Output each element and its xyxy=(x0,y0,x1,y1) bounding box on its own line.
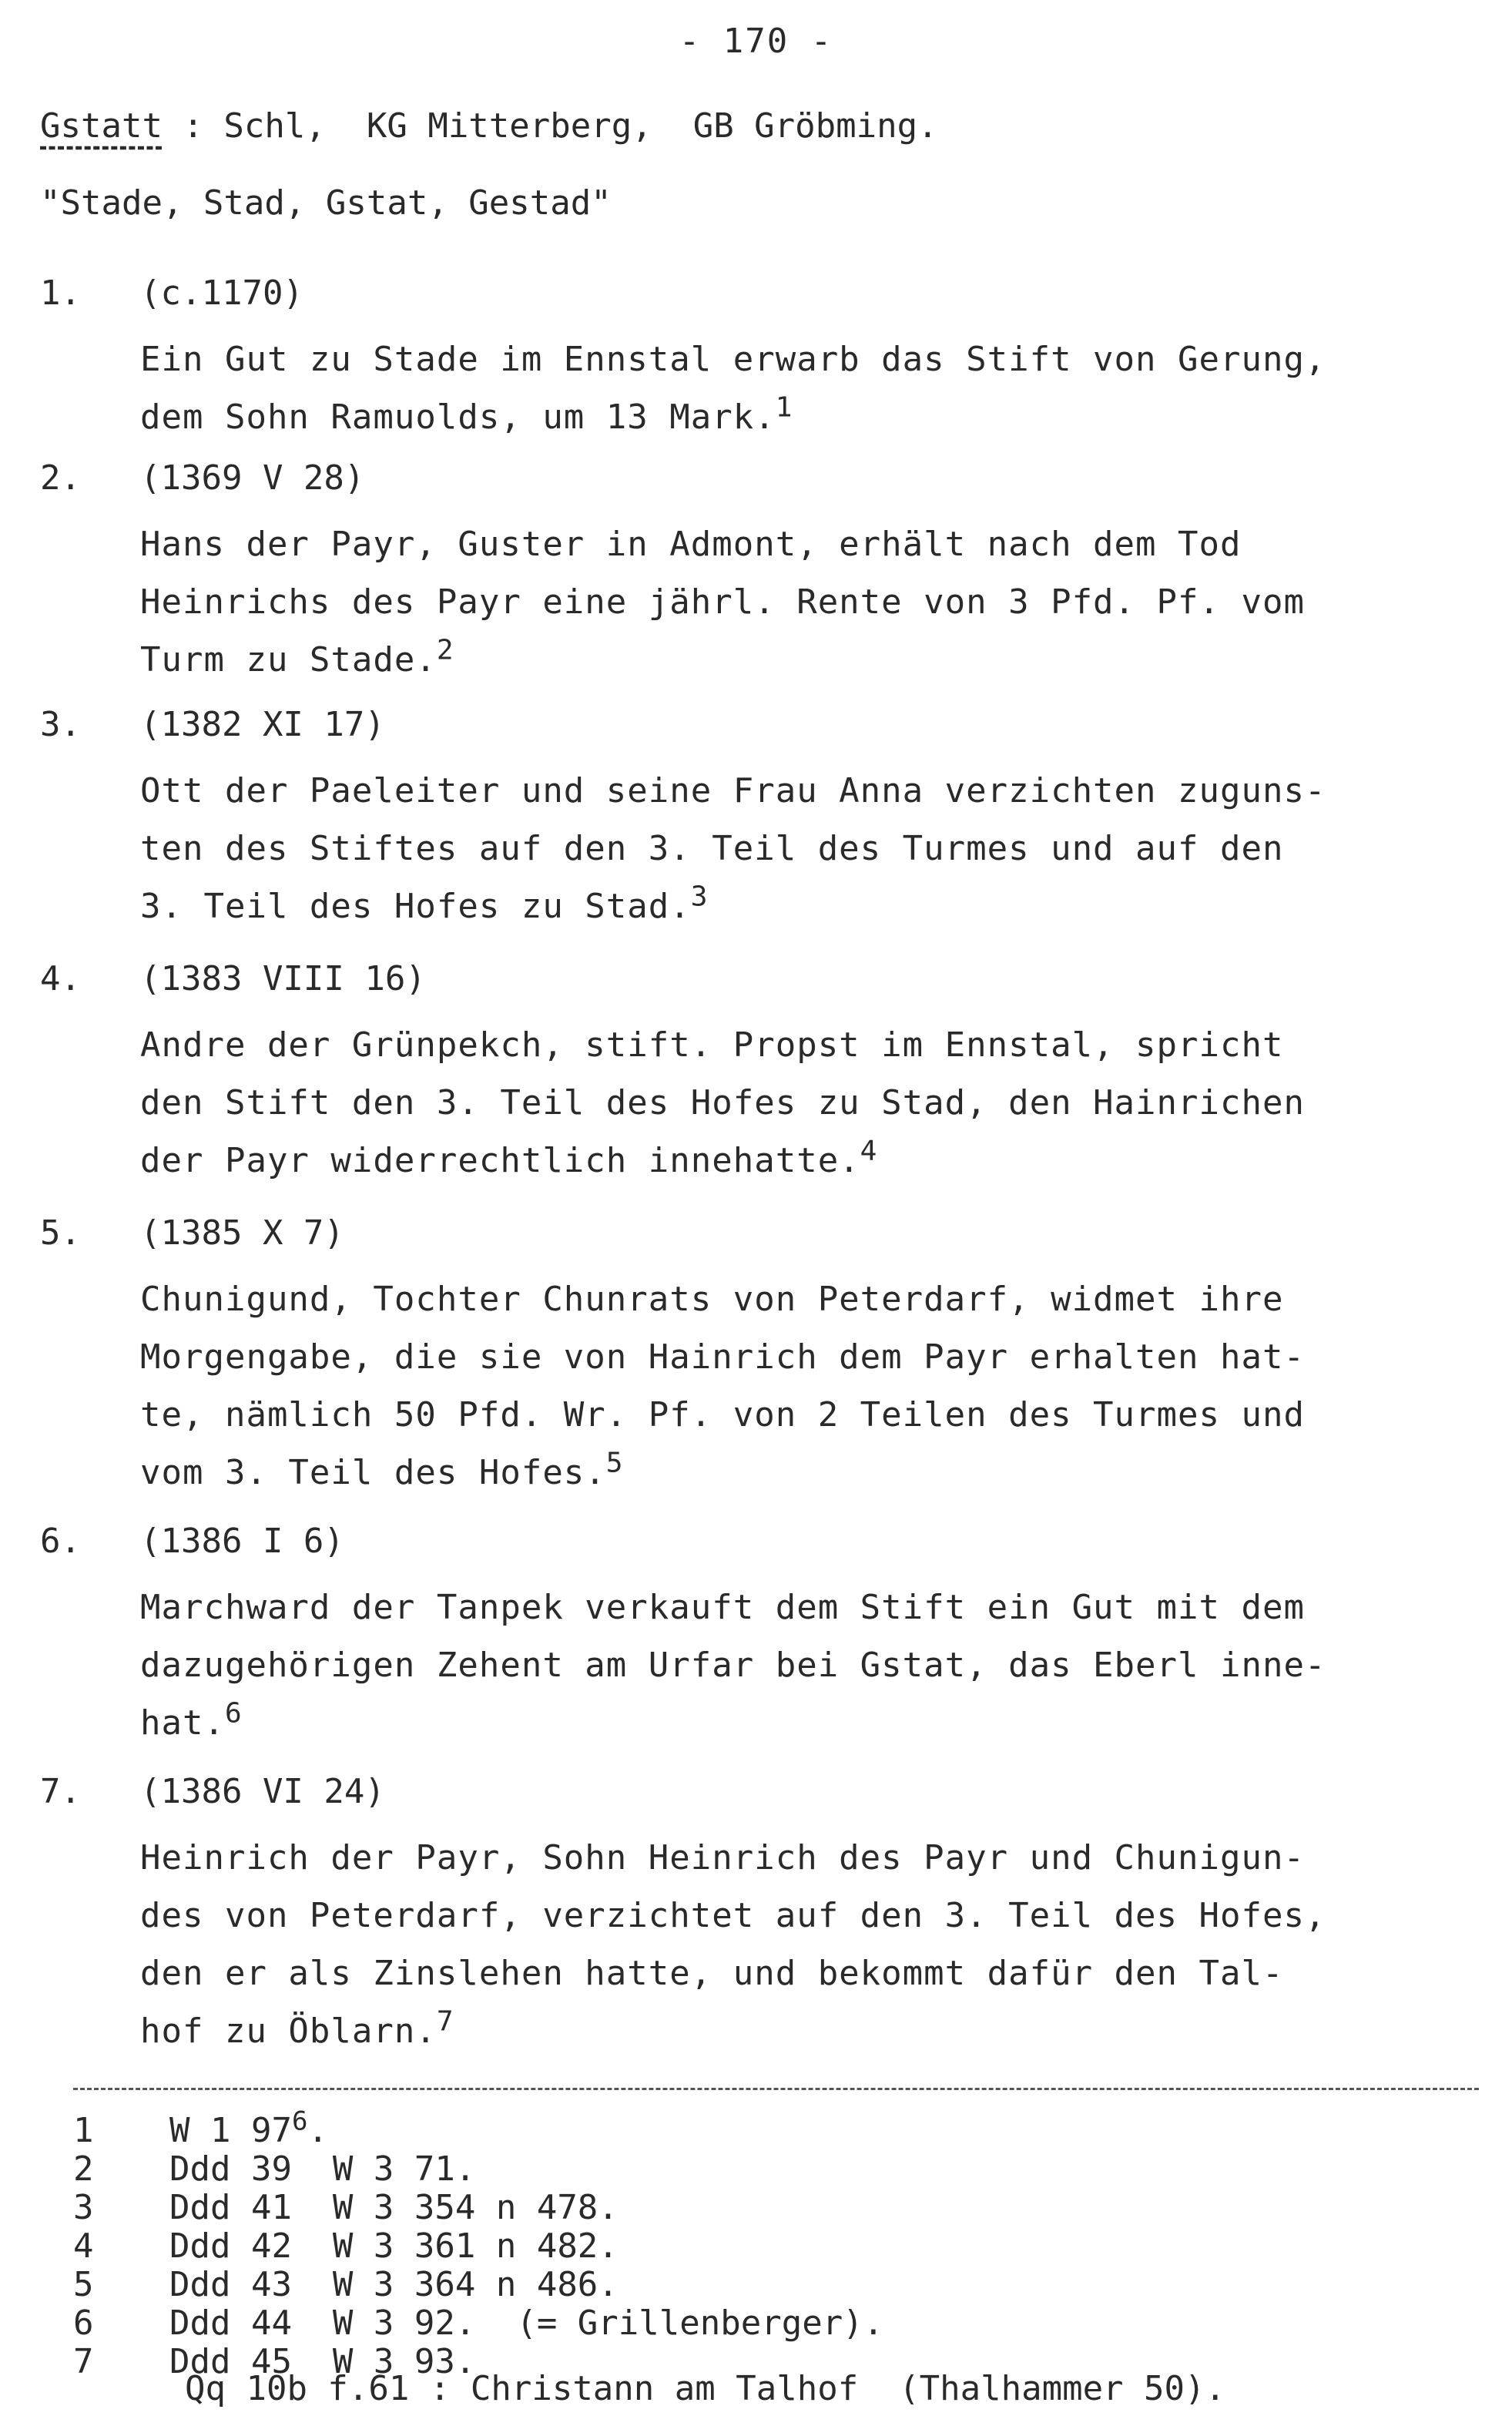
footnote-source: Ddd 41 W 3 354 n 478. xyxy=(169,2188,619,2227)
entry-date: (1382 XI 17) xyxy=(140,705,385,744)
entry-date: (1386 I 6) xyxy=(140,1522,344,1561)
footnote-ref: 7 xyxy=(436,2005,454,2038)
entry-text: Ein Gut zu Stade im Ennstal erwarb das Stift von Gerung, dem Sohn Ramuolds, um 13 Mark.$^1$ xyxy=(140,340,1326,437)
footnote-source: Ddd 42 W 3 361 n 482. xyxy=(169,2226,619,2266)
entry-date: (1383 VIII 16) xyxy=(140,959,426,998)
footnote-source: Ddd 44 W 3 92. (= Grillenberger). xyxy=(169,2304,884,2343)
entry-text: Chunigund, Tochter Chunrats von Peterdarf, widmet ihre Morgengabe, die sie von Hainrich dem Payr erhalten hat- te, nämlich 50 Pfd. Wr. Pf. von 2 Teilen des Turmes und vom 3. Teil des Hofes.$^5$ xyxy=(140,1280,1305,1492)
footnote-ref: 5 xyxy=(605,1447,624,1479)
entry-date: (1369 V 28) xyxy=(140,458,365,498)
entry-text: Marchward der Tanpek verkauft dem Stift ein Gut mit dem dazugehörigen Zehent am Urfar bei Gstat, das Eberl inne- hat.$^6$ xyxy=(140,1588,1326,1743)
entry-number: 3. xyxy=(40,705,81,744)
footnote-number: 1 xyxy=(73,2111,94,2150)
footnote-number: 7 xyxy=(73,2342,94,2381)
entry-text: Ott der Paeleiter und seine Frau Anna verzichten zuguns- ten des Stiftes auf den 3. Teil des Turmes und auf den 3. Teil des Hofes zu Stad.$^3$ xyxy=(140,771,1326,926)
footnote-source: W 1 $97^6$. xyxy=(169,2106,328,2150)
entry-number: 2. xyxy=(40,458,81,498)
footnote-ref: 6 xyxy=(224,1697,243,1730)
footnote-number: 4 xyxy=(73,2226,94,2266)
entry-date: (1385 X 7) xyxy=(140,1213,344,1253)
footnote-superscript: 6 xyxy=(291,2106,308,2137)
footnote-divider xyxy=(73,2088,1479,2090)
entry-text: Hans der Payr, Guster in Admont, erhält nach dem Tod Heinrichs des Payr eine jährl. Rente von 3 Pfd. Pf. vom Turm zu Stade.$^2$ xyxy=(140,525,1305,679)
footnote-number: 3 xyxy=(73,2188,94,2227)
footnote-ref: 2 xyxy=(436,634,454,666)
footnote-ref: 3 xyxy=(690,881,709,913)
footnote-ref: 1 xyxy=(775,391,793,424)
footnote-source: Ddd 39 W 3 71. xyxy=(169,2149,476,2189)
footnote-number: 5 xyxy=(73,2265,94,2304)
entry-heading xyxy=(40,106,938,146)
footnote-extra: Qq 10b f.61 : Christann am Talhof (Thalhammer 50). xyxy=(185,2369,1226,2408)
footnote-number: 6 xyxy=(73,2304,94,2343)
entry-number: 7. xyxy=(40,1772,81,1811)
place-name: Gstatt xyxy=(40,106,163,146)
footnote-number: 2 xyxy=(73,2149,94,2189)
entry-date: (c.1170) xyxy=(140,273,303,313)
entry-text: Andre der Grünpekch, stift. Propst im Ennstal, spricht den Stift den 3. Teil des Hofes zu Stad, den Hainrichen der Payr widerrechtlich innehatte.$^4$ xyxy=(140,1025,1305,1180)
entry-number: 1. xyxy=(40,273,81,313)
entry-date: (1386 VI 24) xyxy=(140,1772,385,1811)
footnote-ref: 4 xyxy=(860,1135,878,1167)
place-details: : Schl, KG Mitterberg, GB Gröbming. xyxy=(162,106,938,146)
footnote-source: Ddd 43 W 3 364 n 486. xyxy=(169,2265,619,2304)
entry-number: 5. xyxy=(40,1213,81,1253)
footnote-source: Ddd 45 W 3 93. xyxy=(169,2342,476,2381)
entry-number: 4. xyxy=(40,959,81,998)
name-forms: "Stade, Stad, Gstat, Gestad" xyxy=(40,183,612,223)
entry-text: Heinrich der Payr, Sohn Heinrich des Payr und Chunigun- des von Peterdarf, verzichtet auf den 3. Teil des Hofes, den er als Zinslehen hatte, und bekommt dafür den Tal- hof zu Öblarn.$^7$ xyxy=(140,1838,1326,2051)
entry-number: 6. xyxy=(40,1522,81,1561)
page-number: - 170 - xyxy=(679,22,833,61)
